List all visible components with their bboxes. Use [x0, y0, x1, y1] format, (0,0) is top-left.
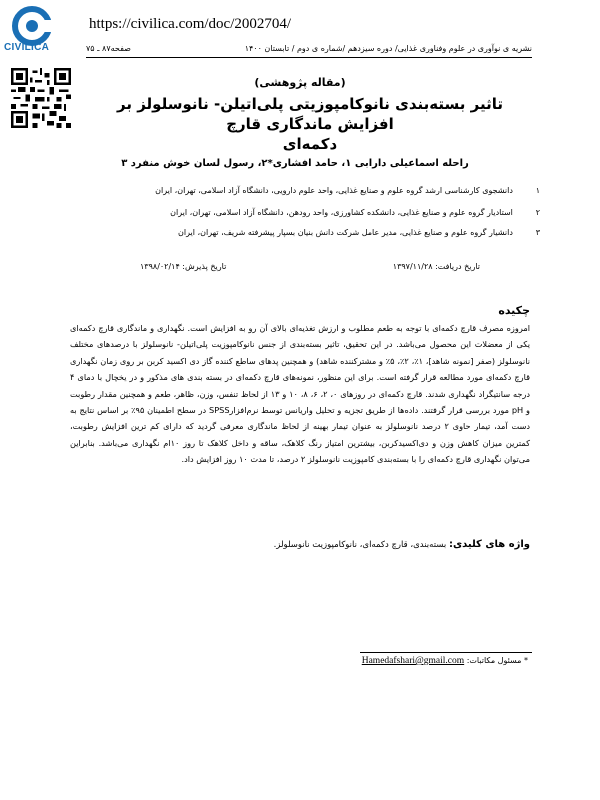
keywords — [274, 539, 530, 550]
article-title — [88, 94, 532, 154]
abstract-heading: چکیده — [498, 304, 530, 317]
affiliation-number: ۳ — [535, 228, 540, 237]
affiliation-2 — [170, 208, 540, 217]
logo-text: CIVILICA — [4, 42, 50, 53]
journal-info: نشریه ی نوآوری در علوم وفناوری غذایی/ دوره سیزدهم /شماره ی دوم / تابستان ۱۴۰۰ — [244, 44, 532, 53]
author-list: راحله اسماعیلی دارابی ۱، حامد افشاری*۲، رسول لسان خوش منفرد ۳ — [121, 158, 469, 169]
received-date: تاریخ دریافت: ۱۳۹۷/۱۱/۲۸ — [392, 262, 480, 271]
footnote-divider — [360, 652, 532, 653]
document-url[interactable]: https://civilica.com/doc/2002704/ — [89, 16, 292, 32]
affiliation-number: ۲ — [535, 208, 540, 217]
affiliation-number: ۱ — [535, 186, 540, 195]
affiliation-1 — [155, 186, 540, 195]
affiliation-3 — [178, 228, 540, 237]
abstract-body: امروزه مصرف قارچ دکمه‌ای با توجه به طعم مطلوب و ارزش تغذیه‌ای بالای آن رو به افزایش است. نگهداری و ماندگاری قارچ دکمه‌ای یکی از معضلات این محصول می‌باشد. در این تحقیق، تاثیر بسته‌بندی از جنس نانوکامپوزیت پلی‌اتیلن- نانوسلولز با درصدهای مختلف نانوسلولز (صفر [نمونه شاهد]، ۱٪، ۲٪، ۵٪ و مشترکننده شاهد) و همچنین پدهای ساطع کننده گاز دی اکسید کربن بر روی زمان نگهداری قارچ دکمه‌ای مورد مطالعه قرار گرفته است. برای این منظور، نمونه‌های قارچ دکمه‌ای در بسته بندی های مذکور و در یخچال با دمای ۴ درجه سانتیگراد نگهداری شدند. قارچ دکمه‌ای در روزهای ۰، ۲، ۶، ۸، ۱۰ و ۱۳ از لحاظ تنفس، وزن، ظاهر، طعم و همچنین مقدار رطوبت و pH مورد بررسی قرار گرفتند. داده‌ها از طریق تجزیه و تحلیل واریانس توسط نرم‌افزارSPSS در سطح اطمینان ۹۵٪ بر اساس نتایج به دست آمد، تیمار حاوی ۲ درصد نانوسلولز به عنوان تیمار بهینه از لحاظ ماندگاری معرفی گردید که دارای کم ترین افزایش رطوبت، کمترین میزان کاهش وزن و دی‌اکسیدکربن، بیشترین امتیاز رنگ کلاهک، ساقه و داخل کلاهک تا روز ۱۰ام نگهداری می‌باشد. بنابراین می‌توان نگهداری قارچ دکمه‌ای را با بسته‌بندی کامپوزیت نانوسلولز ۲ درصد، تا مدت ۱۰ روز افزایش داد. — [70, 323, 531, 465]
footnote-label: * مسئول مکاتبات: — [466, 656, 528, 665]
keywords-label: واژه های کلیدی: — [448, 539, 530, 550]
title-line-1: تاثیر بسته‌بندی نانوکامپوزیتی پلی‌اتیلن- نانوسلولز بر افزایش ماندگاری قارچ — [117, 95, 503, 133]
article-dates — [140, 262, 480, 271]
page-range: صفحه۸۷ ـ ۷۵ — [86, 44, 131, 53]
article-type: (مقاله پژوهشی) — [254, 76, 346, 89]
title-line-2: دکمه‌ای — [282, 135, 338, 153]
author-email-link[interactable]: Hamedafshari@gmail.com — [361, 656, 465, 666]
corresponding-author — [362, 656, 528, 666]
affiliation-text: دانشیار گروه علوم و صنایع غذایی، مدیر عامل شرکت دانش بنیان بسپار پیشرفته شریف، تهران، ایران — [178, 228, 513, 237]
affiliation-text: دانشجوی کارشناسی ارشد گروه علوم و صنایع غذایی، واحد علوم دارویی، دانشگاه آزاد اسلامی، تهران، ایران — [155, 186, 513, 195]
accepted-date: تاریخ پذیرش: ۱۳۹۸/۰۲/۱۴ — [140, 262, 227, 271]
affiliation-text: استادیار گروه علوم و صنایع غذایی، دانشکده کشاورزی، واحد رودهن، دانشگاه آزاد اسلامی، تهران، ایران — [170, 208, 513, 217]
keywords-text: بسته‌بندی، قارچ دکمه‌ای، نانوکامپوزیت نانوسلولز. — [273, 540, 447, 550]
header-divider — [86, 57, 532, 58]
